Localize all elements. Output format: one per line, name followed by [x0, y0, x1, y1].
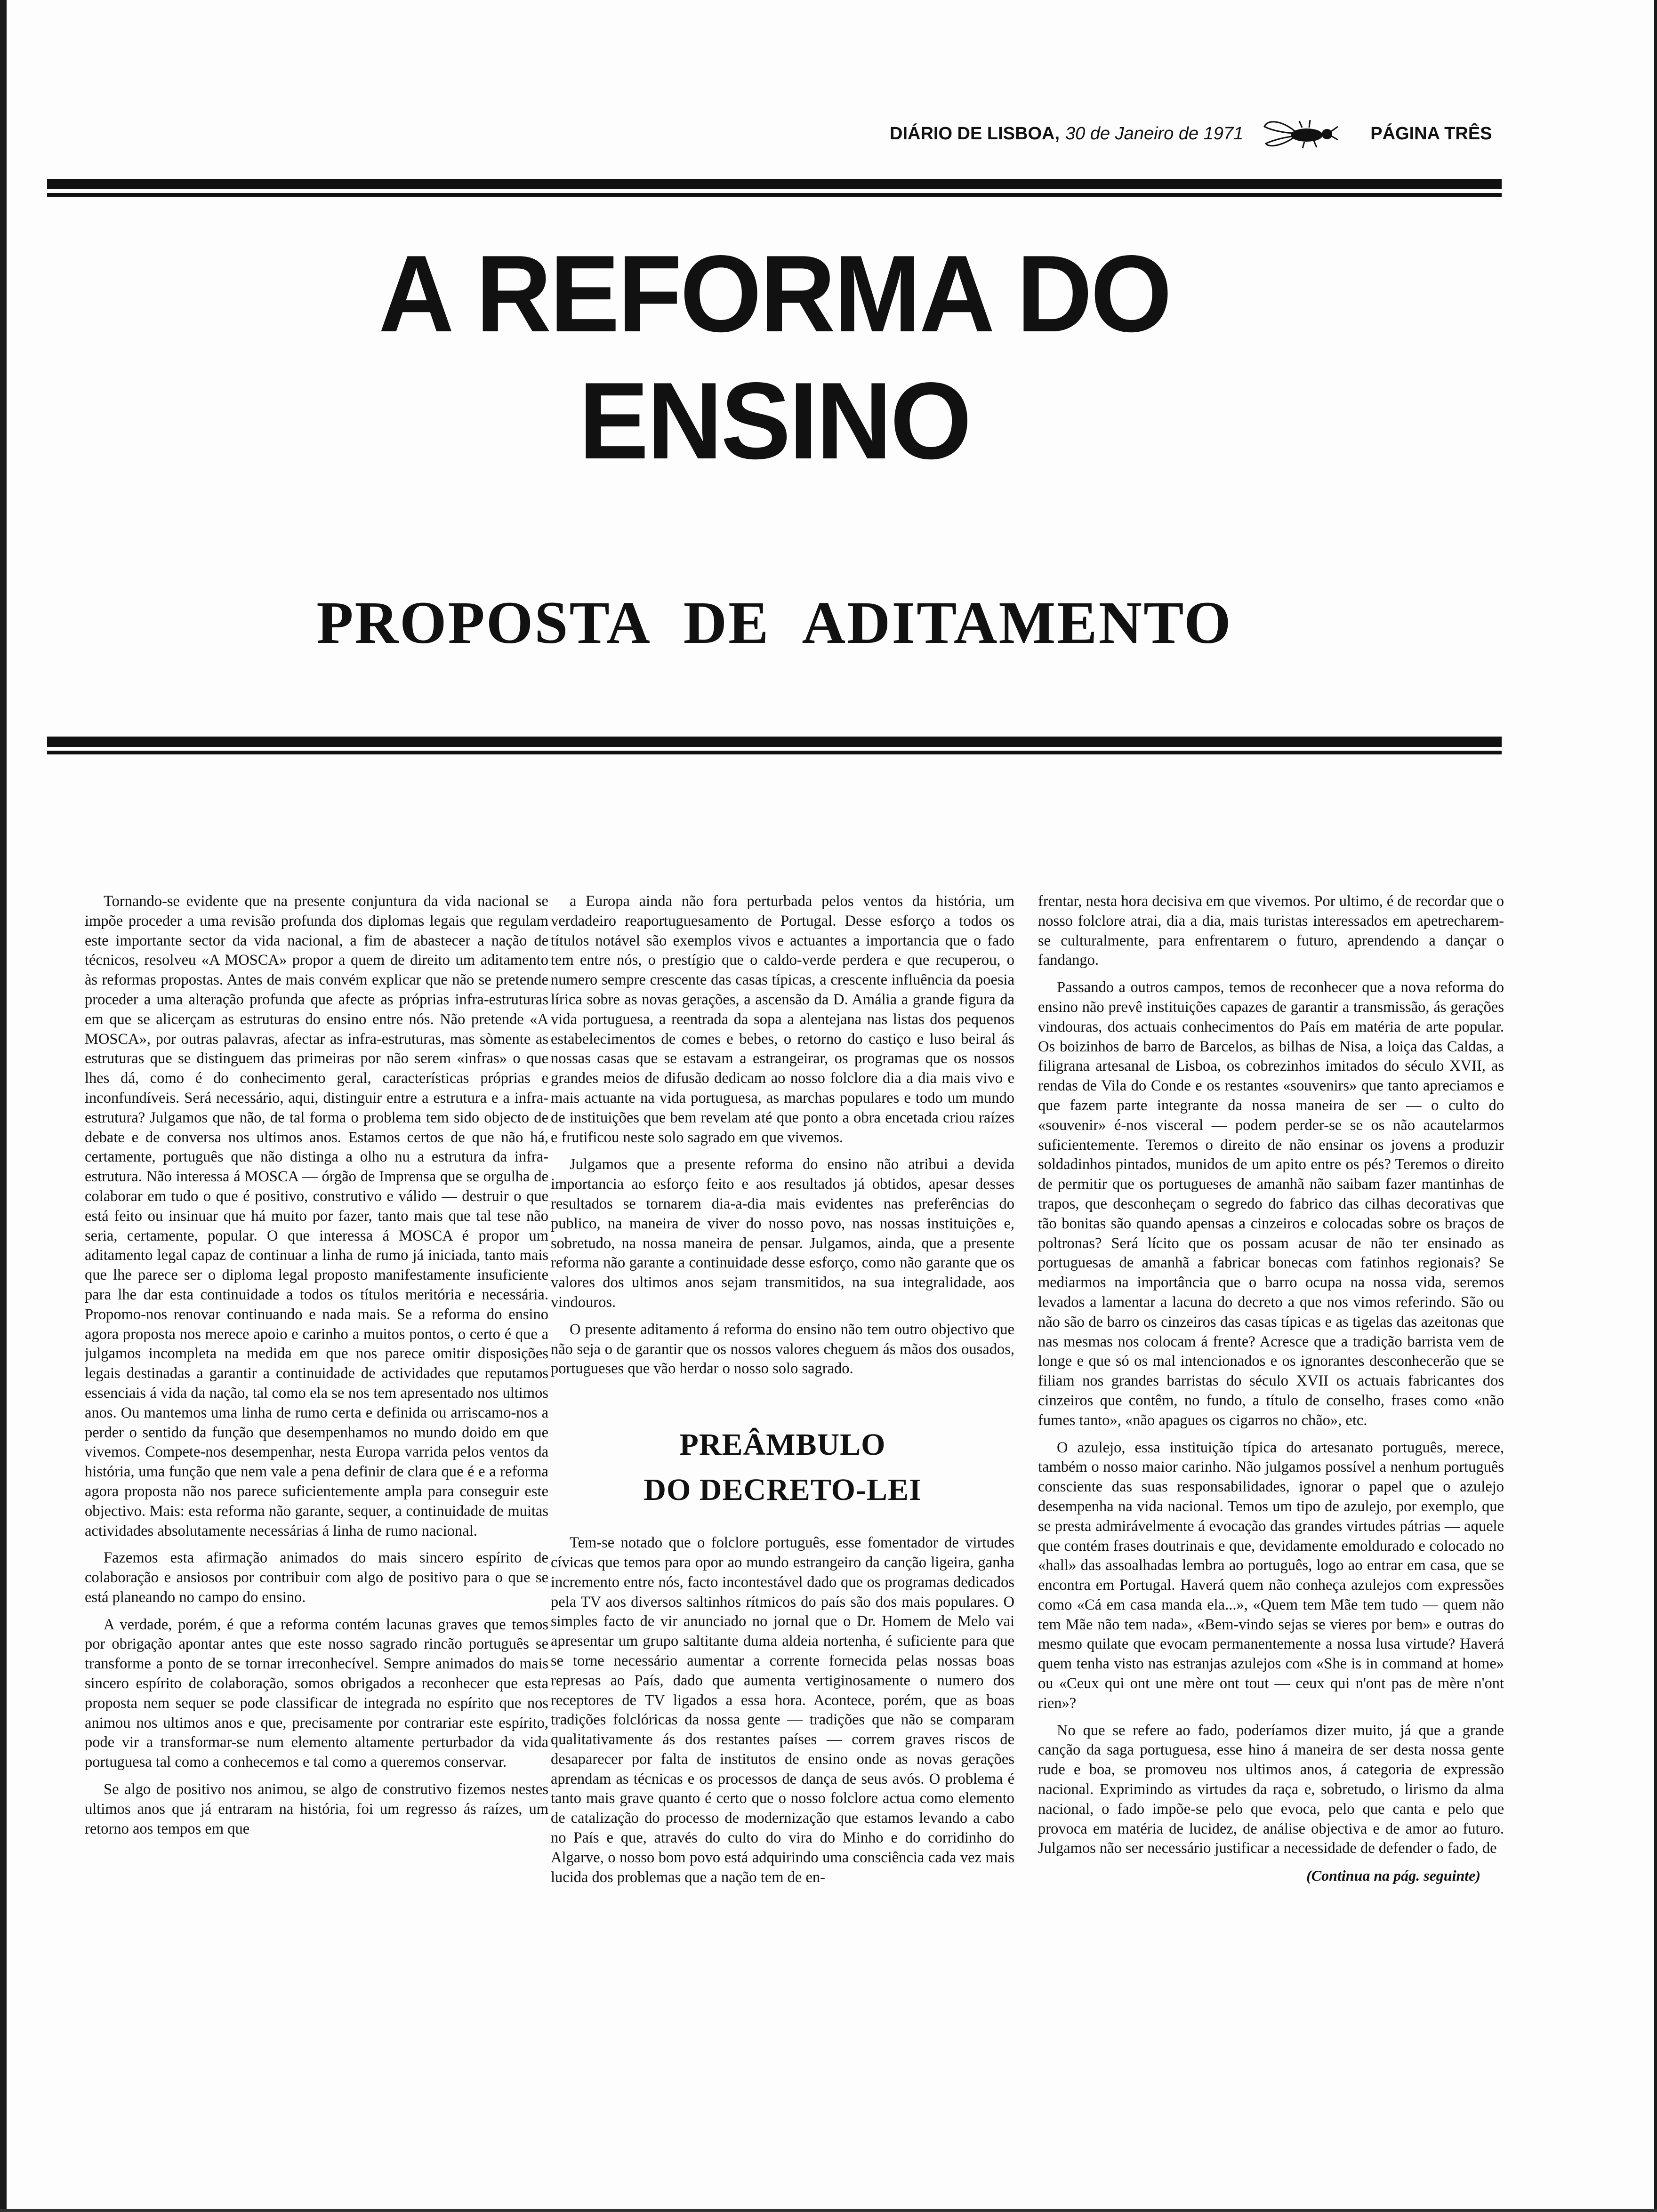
preamble-title-line-2: DO DECRETO-LEI: [643, 1473, 922, 1507]
paragraph: O presente aditamento á reforma do ensino não tem outro objectivo que não seja o de garantir que os nossos valores cheguem ás mãos dos ousados, portugueses que vão herdar o nosso solo sagrado.: [551, 1321, 1014, 1378]
top-double-rule: [47, 179, 1502, 197]
preamble-title-line-1: PREÂMBULO: [679, 1427, 886, 1462]
paragraph: Tem-se notado que o folclore português, esse fomentador de virtudes cívicas que temos para opor ao mundo estrangeiro da canção ligeira, ganha incremento entre nós, facto incontestável dado que os programas dedicados pela TV aos diversos saltinhos rítmicos do país são dos mais populares. O simples facto de vir anunciado no jornal que o Dr. Homem de Melo vai apresentar um grupo saltitante duma aldeia nortenha, é suficiente para que se torne necessário aumentar a corrente fornecida pelas nossas boas represas ao País, dado que aumenta vertiginosamente o numero dos receptores de TV ligados a essa hora. Acontece, porém, que as boas tradições folclóricas da nossa gente — tradições que não se comparam qualitativamente ás dos restantes países — correm graves riscos de desaparecer por falta de institutos de ensino onde as novas gerações aprendam as técnicas e os processos de dança de seus avós. O problema é tanto mais grave quanto é certo que o nosso folclore actua como elemento de catalização do processo de modernização que estamos levando a cabo no País e que, através do culto do vira do Minho e do corridinho do Algarve, o nosso bom povo está adquirindo uma consciência cada vez mais lucida dos problemas que a nação tem de en-: [551, 1534, 1014, 1886]
masthead-paper: DIÁRIO DE LISBOA,: [890, 123, 1060, 144]
paragraph: frentar, nesta hora decisiva em que vivemos. Por ultimo, é de recordar que o nosso folclore atrai, dia a dia, mais turistas interessados em apetrecharem-se culturalmente, para enfrentarem o futuro, aprendendo a dançar o fandango.: [1038, 893, 1504, 969]
column-2: [551, 892, 1014, 2163]
fly-icon: [1262, 117, 1342, 150]
headline-line-1: A REFORMA DO: [378, 233, 1170, 355]
subheadline: PROPOSTA DE ADITAMENTO: [316, 589, 1232, 656]
paragraph: O azulejo, essa instituição típica do artesanato português, merece, também o nosso maior carinho. Não julgamos possível a nenhum português consciente das suas responsabilidades, ignorar o papel que o azulejo desempenha na vida nacional. Temos um tipo de azulejo, por exemplo, que se presta admirávelmente á evocação das grandes virtudes pátrias — aquele que contém frases doutrinais e que, devidamente emoldurado e colocado no «hall» das assoalhadas lembra ao português, logo ao entrar em casa, que se encontra em Portugal. Haverá quem não conheça azulejos com expressões como «Cá em casa manda ela...», «Quem tem Mãe tem tudo — quem não tem Mãe não tem nada», «Bem-vindo sejas se vieres por bem» e outras do mesmo quilate que evocam permanentemente a nossa lusa virtude? Haverá quem tenha visto nas estranjas azulejos com «She is in command at home» ou «Ceux qui ont une mère ont tout — ceux qui n'ont pas de mère n'ont rien»?: [1038, 1439, 1504, 1712]
paragraph: A verdade, porém, é que a reforma contém lacunas graves que temos por obrigação apontar antes que este nosso sagrado rincão português se transforme a ponto de se tornar irreconhecível. Sempre animados do mais sincero espírito de colaboração, somos obrigados a reconhecer que esta proposta nem sequer se pode classificar de integrada no espírito que nos animou nos ultimos anos e que, precisamente por contrariar este espírito, pode vir a transformar-se num elemento altamente perturbador da vida portuguesa tal como a conhecemos e tal como a queremos conservar.: [85, 1616, 548, 1771]
page-edge-right: [1654, 0, 1657, 2212]
headline-line-2: ENSINO: [579, 360, 970, 482]
paragraph: Passando a outros campos, temos de reconhecer que a nova reforma do ensino não prevê instituições capazes de garantir a transmissão, ás gerações vindouras, dos actuais conhecimentos do País em matéria de arte popular. Os boizinhos de barro de Barcelos, as bilhas de Nisa, a loiça das Caldas, a filigrana artesanal de Lisboa, os cobrezinhos imitados do século XVII, as rendas de Vila do Conde e os restantes «souvenirs» que tanto apreciamos e que fazem parte integrante da nossa maneira de ser — o culto do «souvenir» é-nos visceral — podem perder-se se os não acautelarmos suficientemente. Teremos o direito de não ensinar os jovens a produzir soldadinhos pintados, munidos de um apito entre os pés? Teremos o direito de permitir que os portugueses de amanhã não saibam fazer mantinhas de trapos, que desconheçam o segredo do fabrico das cilhas decorativas que tão bonitas são quando apensas a cinzeiros e colocadas sobre os braços de poltronas? Será lícito que os possam acusar de não ter ensinado as portuguesas de amanhã a fabricar bonecas com fatinhos regionais? Se mediarmos na importância que o barro ocupa na nossa vida, seremos levados a lamentar a lacuna do decreto a que nos vimos referindo. São ou não são de barro os cinzeiros das casas típicas e as tigelas das azeitonas que nas mesmas nos colocam á frente? Acresce que a tradição barrista vem de longe e que só os mal intencionados e os ignorantes desconhecerão que se filiam nos grandes barristas do século XVII os actuais fabricantes dos cinzeiros que contêm, no fundo, a título de conselho, frases como «não fumes tanto», «não apagues os cigarros no chão», etc.: [1038, 979, 1504, 1429]
paragraph: Se algo de positivo nos animou, se algo de construtivo fizemos nestes ultimos anos que já entraram na história, foi um regresso ás raízes, um retorno aos tempos em que: [85, 1781, 548, 1837]
paragraph: No que se refere ao fado, poderíamos dizer muito, já que a grande canção da saga portuguesa, esse hino á maneira de ser desta nossa gente rude e boa, se promoveu nos ultimos anos, á categoria de expressão nacional. Exprimindo as virtudes da raça e, sobretudo, o lirismo da alma nacional, o fado impõe-se pelo que evoca, pelo que canta e pelo que provoca em matéria de lucidez, de análise objectiva e de amor ao futuro. Julgamos não ser necessário justificar a necessidade de defender o fado, de: [1038, 1722, 1504, 1857]
masthead-date: 30 de Janeiro de 1971: [1065, 123, 1244, 144]
continued-note: (Continua na pág. seguinte): [1306, 1867, 1480, 1884]
paragraph: a Europa ainda não fora perturbada pelos ventos da história, um verdadeiro reaportuguesamento de Portugal. Desse esforço a todos os títulos notável são exemplos vivos e actuantes a importancia que o fado tem entre nós, o prestígio que o caldo-verde perdera e que recuperou, o numero sempre crescente das casas típicas, a crescente influência da poesia lírica sobre as novas gerações, a ascensão da D. Amália a grande figura da vida portuguesa, a reentrada da sopa a alentejana nas listas dos pequenos estabelecimentos de comes e bebes, o retorno do castiço e luso beiral ás nossas casas que se estavam a estrangeirar, os programas que os nossos grandes meios de difusão dedicam ao nosso folclore dia a dia mais vivo e mais actuante na vida portuguesa, as marchas populares e todo um mundo de instituições que bem revelam até que ponto a obra encetada criou raízes e frutificou neste solo sagrado em que vivemos.: [551, 893, 1014, 1146]
masthead-page: PÁGINA TRÊS: [1370, 123, 1492, 144]
page-edge-bottom: [0, 2209, 1657, 2212]
paragraph: Tornando-se evidente que na presente conjuntura da vida nacional se impõe proceder a uma revisão profunda dos diplomas legais que regulam este importante sector da vida nacional, a fim de abastecer a nação de técnicos, resolveu «A MOSCA» propor a quem de direito um aditamento às reformas propostas. Antes de mais convém explicar que não se pretende proceder a uma alteração profunda que afecte as próprias infra-estruturas em que se alicerçam as estruturas do ensino entre nós. Não pretende «A MOSCA», por outras palavras, afectar as infra-estruturas, mas sòmente as estruturas que se distinguem das primeiras por não serem «infras» o que lhes dá, como é do conhecimento geral, características próprias e inconfundíveis. Será necessário, aqui, distinguir entre a estrutura e a infra-estrutura? Julgamos que não, de tal forma o problema tem sido objecto de debate e de conversa nos ultimos anos. Estamos certos de que não há, certamente, português que não distinga a olho nu a estrutura da infra-estrutura. Não interessa á MOSCA — órgão de Imprensa que se orgulha de colaborar em tudo o que é positivo, construtivo e válido — destruir o que está feito ou insinuar que há muito por fazer, tanto mais que tal tese não seria, certamente, popular. O que interessa á MOSCA é propor um aditamento legal capaz de continuar a linha de rumo já iniciada, tanto mais que lhe parece ser o diploma legal proposto manifestamente insuficiente para lhe dar esta continuidade a todos os títulos meritória e necessária. Propomo-nos renovar continuando e nada mais. Se a reforma do ensino agora proposta nos merece apoio e carinho a muitos pontos, o certo é que a julgamos incompleta na medida em que nos parece omitir disposições legais destinadas a garantir a continuidade de actividades que reputamos essenciais á vida da nação, tal como ela se nos tem apresentado nos ultimos anos. Ou mantemos uma linha de rumo certa e definida ou arriscamo-nos a perder o sentido da função que desempenhamos no mundo doido em que vivemos. Compete-nos desempenhar, nesta Europa varrida pelos ventos da história, uma função que nem vale a pena definir de clara que é e a reforma agora proposta não nos parece suficientemente ampla para conseguir este objectivo. Mais: esta reforma não garante, sequer, a continuidade de muitas actividades absolutamente necessárias á linha de rumo nacional.: [85, 893, 548, 1539]
column-1: [85, 892, 548, 2163]
column-3: [1038, 892, 1504, 2163]
bottom-double-rule: [47, 737, 1502, 754]
masthead: [890, 117, 1502, 151]
headline: [76, 231, 1472, 485]
paragraph: Julgamos que a presente reforma do ensino não atribui a devida importancia ao esforço feito e aos resultados já obtidos, apesar desses resultados se tornarem dia-a-dia mais evidentes nas preferências do publico, na maneira de viver do nosso povo, nas nossas instituições e, sobretudo, na nossa maneira de pensar. Julgamos, ainda, que a presente reforma não garante a continuidade desse esforço, como não garante que os valores dos ultimos anos sejam transmitidos, na sua integralidade, aos vindouros.: [551, 1156, 1014, 1311]
preamble-title: [551, 1422, 1014, 1513]
page-edge-left: [0, 0, 7, 2212]
paragraph: Fazemos esta afirmação animados do mais sincero espírito de colaboração e ansiosos por contribuir com algo de positivo para o que se está planeando no campo do ensino.: [85, 1549, 548, 1606]
